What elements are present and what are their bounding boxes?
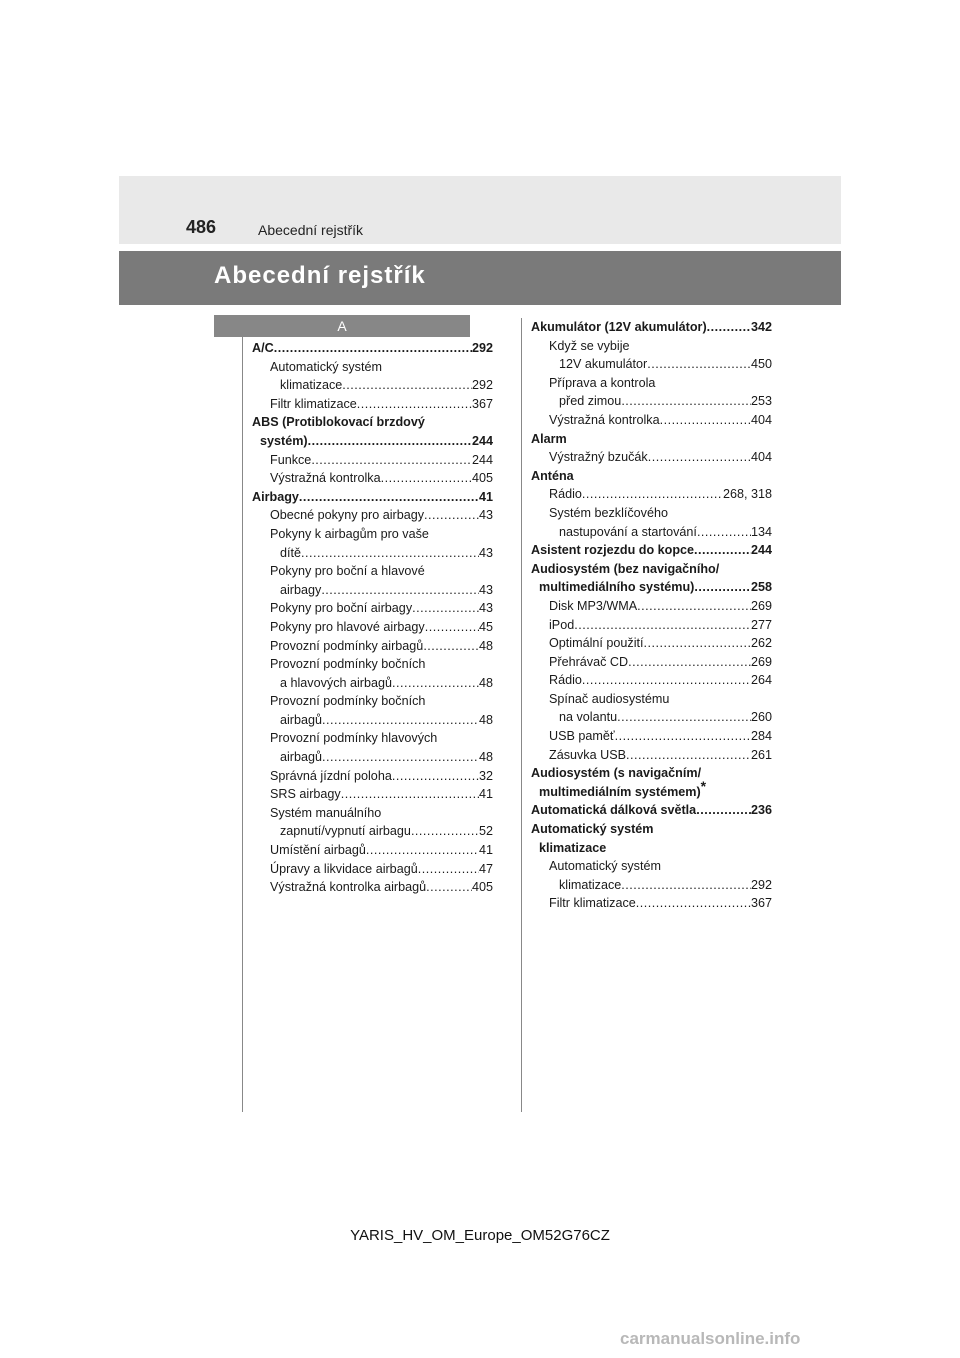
- index-letter-heading: A: [214, 315, 470, 337]
- index-entry-page: 264: [750, 673, 772, 688]
- index-entry-text: na volantu: [559, 710, 618, 725]
- index-entry-page: 342: [750, 320, 772, 334]
- index-entry: [531, 504, 772, 541]
- index-entry-text: Automatický systém: [549, 859, 661, 874]
- index-entry: [252, 860, 493, 879]
- index-entry-page: 269: [750, 654, 772, 669]
- index-entry-text: Pokyny pro boční airbagy: [270, 601, 413, 616]
- index-entry-text: Přehrávač CD: [549, 654, 629, 669]
- index-entry: [252, 525, 493, 562]
- leader-dots: [582, 671, 751, 690]
- index-entry: [531, 467, 772, 486]
- index-entry: [252, 618, 493, 637]
- index-entry-text: Výstražný bzučák: [549, 450, 648, 465]
- index-entry-text: Úpravy a likvidace airbagů: [270, 861, 418, 876]
- index-entry-text: Filtr klimatizace: [270, 396, 357, 411]
- index-entry: [531, 485, 772, 504]
- leader-dots: [694, 541, 751, 560]
- index-entry: [531, 541, 772, 560]
- index-entry-text: Automatický systém: [531, 822, 654, 837]
- running-title: Abecední rejstřík: [258, 222, 364, 238]
- index-entry-page: 32: [478, 768, 493, 783]
- index-entry-page: 261: [750, 747, 772, 762]
- index-entry-text: Optimální použití: [549, 636, 644, 651]
- index-entry-page: 277: [750, 617, 772, 632]
- leader-dots: [366, 841, 479, 860]
- leader-dots: [322, 748, 479, 767]
- index-entry-page: 244: [471, 433, 493, 448]
- document-code: YARIS_HV_OM_Europe_OM52G76CZ: [350, 1227, 610, 1244]
- leader-dots: [412, 599, 479, 618]
- index-entry-page: 292: [471, 341, 493, 355]
- index-entry-text: A/C: [252, 341, 274, 355]
- index-entry-page: 43: [478, 508, 493, 523]
- index-entry-text: Zásuvka USB: [549, 747, 626, 762]
- leader-dots: [696, 801, 751, 820]
- index-entry-text: Výstražná kontrolka: [549, 412, 660, 427]
- index-entry: [531, 801, 772, 820]
- index-entry-text: Provozní podmínky airbagů: [270, 638, 424, 653]
- leader-dots: [621, 876, 751, 895]
- index-entry-text: Provozní podmínky bočních: [270, 657, 426, 672]
- index-entry: [252, 878, 493, 897]
- index-entry-page: 268, 318: [722, 487, 772, 502]
- index-entry-text: iPod: [549, 617, 575, 632]
- index-entry: [531, 671, 772, 690]
- index-entry-text: Spínač audiosystému: [549, 691, 670, 706]
- index-entry-text: Systém bezklíčového: [549, 505, 668, 520]
- leader-dots: [617, 708, 751, 727]
- index-entry-text: klimatizace: [539, 840, 607, 855]
- leader-dots: [423, 637, 479, 656]
- leader-dots: [694, 578, 751, 597]
- leader-dots: [308, 432, 472, 451]
- index-entry-text: Pokyny k airbagům pro vaše: [270, 526, 429, 541]
- leader-dots: [274, 339, 472, 358]
- index-entry-text: Výstražná kontrolka: [270, 471, 381, 486]
- index-entry: [531, 634, 772, 653]
- index-entry-page: 284: [750, 729, 772, 744]
- index-entry-text: Audiosystém (s navigačním/: [531, 766, 702, 781]
- leader-dots: [425, 618, 479, 637]
- index-entry: [531, 597, 772, 616]
- leader-dots: [637, 597, 751, 616]
- index-entry: [252, 488, 493, 507]
- index-entry-text: Funkce: [270, 452, 312, 467]
- index-entry-text: multimediálním systémem)*: [539, 777, 707, 799]
- index-entry-page: 43: [478, 601, 493, 616]
- leader-dots: [301, 544, 479, 563]
- index-entry: [252, 469, 493, 488]
- index-entry-page: 41: [478, 787, 493, 802]
- index-entry-page: 52: [478, 824, 493, 839]
- index-entry-page: 405: [471, 880, 493, 895]
- index-entry-text: Anténa: [531, 468, 574, 483]
- leader-dots: [648, 448, 751, 467]
- index-entry: [252, 339, 493, 358]
- index-entry: [531, 857, 772, 894]
- index-entry-page: 45: [478, 619, 493, 634]
- index-entry-text: Filtr klimatizace: [549, 896, 636, 911]
- index-entry-text: Umístění airbagů: [270, 843, 366, 858]
- index-entry: [531, 894, 772, 913]
- index-entry-page: 236: [750, 803, 772, 818]
- index-entry-page: 292: [471, 378, 493, 393]
- index-entry-text: ABS (Protiblokovací brzdový: [252, 415, 425, 430]
- index-entry-text: systém): [260, 433, 308, 448]
- index-entry-text: Rádio: [549, 487, 582, 502]
- index-entry-page: 367: [471, 396, 493, 411]
- index-entry-text: Akumulátor (12V akumulátor): [531, 320, 707, 334]
- leader-dots: [582, 485, 723, 504]
- index-entry-text: a hlavových airbagů: [280, 675, 393, 690]
- index-entry-text: Provozní podmínky bočních: [270, 694, 426, 709]
- index-entry: [531, 653, 772, 672]
- index-entry-page: 269: [750, 598, 772, 613]
- index-entry-text: Alarm: [531, 431, 567, 446]
- index-entry-text: Systém manuálního: [270, 805, 382, 820]
- index-entry-text: Disk MP3/WMA: [549, 598, 638, 613]
- index-entry: [252, 395, 493, 414]
- index-entry-text: Když se vybije: [549, 338, 630, 353]
- index-entry-text: Pokyny pro hlavové airbagy: [270, 619, 425, 634]
- index-entry-text: Rádio: [549, 673, 582, 688]
- index-entry: [252, 562, 493, 599]
- index-entry: [252, 413, 493, 450]
- index-entry-page: 48: [478, 638, 493, 653]
- index-entry-text: Správná jízdní poloha: [270, 768, 392, 783]
- leader-dots: [411, 822, 479, 841]
- column-rule-middle: [521, 318, 522, 1112]
- watermark: carmanualsonline.info: [620, 1329, 801, 1348]
- index-entry: [531, 690, 772, 727]
- footnote-asterisk: *: [700, 777, 707, 794]
- index-entry-page: 41: [478, 489, 493, 504]
- index-entry-text: airbagy: [280, 582, 322, 597]
- index-entry: [531, 374, 772, 411]
- leader-dots: [636, 894, 751, 913]
- index-entry-text: Obecné pokyny pro airbagy: [270, 508, 425, 523]
- leader-dots: [644, 634, 751, 653]
- index-entry-text: dítě: [280, 545, 302, 560]
- index-entry: [531, 430, 772, 449]
- index-entry-page: 47: [478, 861, 493, 876]
- leader-dots: [707, 318, 751, 337]
- leader-dots: [322, 711, 479, 730]
- index-entry: [531, 746, 772, 765]
- index-entry-page: 48: [478, 750, 493, 765]
- index-entry: [252, 451, 493, 470]
- index-entry-page: 41: [478, 843, 493, 858]
- header-band: [119, 176, 841, 244]
- index-entry-text: před zimou: [559, 394, 622, 409]
- index-entry-page: 404: [750, 450, 772, 465]
- index-entry-page: 262: [750, 636, 772, 651]
- index-entry-text: 12V akumulátor: [559, 357, 648, 372]
- index-entry-page: 405: [471, 471, 493, 486]
- index-entry: [252, 841, 493, 860]
- index-entry-text: Příprava a kontrola: [549, 375, 656, 390]
- index-entry-text: USB paměť: [549, 729, 615, 744]
- leader-dots: [660, 411, 751, 430]
- index-entry-page: 260: [750, 710, 772, 725]
- index-entry-text: zapnutí/vypnutí airbagu: [280, 824, 411, 839]
- index-entry-page: 48: [478, 712, 493, 727]
- index-entry-page: 367: [750, 896, 772, 911]
- index-entry-text: Automatický systém: [270, 359, 382, 374]
- index-entry: [531, 411, 772, 430]
- leader-dots: [392, 767, 479, 786]
- index-entry-text: nastupování a startování: [559, 524, 697, 539]
- index-entry: [252, 785, 493, 804]
- leader-dots: [321, 581, 479, 600]
- index-entry-page: 450: [750, 357, 772, 372]
- index-entry-page: 244: [471, 452, 493, 467]
- leader-dots: [424, 506, 479, 525]
- index-entry: [531, 337, 772, 374]
- index-entry: [531, 616, 772, 635]
- section-title: Abecední rejstřík: [214, 262, 426, 289]
- index-entry-text: Provozní podmínky hlavových: [270, 731, 438, 746]
- index-entry-page: 244: [750, 543, 772, 558]
- leader-dots: [392, 674, 479, 693]
- leader-dots: [342, 376, 472, 395]
- leader-dots: [574, 616, 751, 635]
- leader-dots: [311, 451, 472, 470]
- leader-dots: [357, 395, 472, 414]
- index-entry-text: Airbagy: [252, 489, 299, 504]
- index-entry: [531, 448, 772, 467]
- index-entry-text: Asistent rozjezdu do kopce: [531, 543, 695, 558]
- leader-dots: [341, 785, 479, 804]
- index-entry: [531, 318, 772, 337]
- index-entry-text: Pokyny pro boční a hlavové: [270, 564, 425, 579]
- index-entry: [252, 692, 493, 729]
- index-entry-page: 134: [750, 524, 772, 539]
- index-entry: [531, 764, 772, 801]
- index-entry: [252, 729, 493, 766]
- index-entry-page: 292: [750, 877, 772, 892]
- leader-dots: [615, 727, 751, 746]
- index-entry-text: airbagů: [280, 750, 323, 765]
- index-entry-text: Výstražná kontrolka airbagů: [270, 880, 427, 895]
- index-entry-text: Automatická dálková světla: [531, 803, 697, 818]
- index-entry-page: 43: [478, 582, 493, 597]
- index-column-right: [531, 318, 772, 913]
- index-entry: [531, 727, 772, 746]
- index-entry: [531, 820, 772, 857]
- column-rule-left: [242, 336, 243, 1112]
- index-column-left: [252, 339, 493, 897]
- index-entry-page: 43: [478, 545, 493, 560]
- index-entry-text: klimatizace: [280, 378, 343, 393]
- leader-dots: [697, 523, 751, 542]
- index-entry: [531, 560, 772, 597]
- leader-dots: [299, 488, 479, 507]
- index-entry-text: airbagů: [280, 712, 323, 727]
- index-entry-text: Audiosystém (bez navigačního/: [531, 561, 720, 576]
- leader-dots: [628, 653, 751, 672]
- leader-dots: [647, 355, 751, 374]
- leader-dots: [626, 746, 751, 765]
- index-entry: [252, 804, 493, 841]
- leader-dots: [426, 878, 472, 897]
- leader-dots: [418, 860, 479, 879]
- index-entry: [252, 767, 493, 786]
- index-entry-text: SRS airbagy: [270, 787, 341, 802]
- index-entry-page: 258: [750, 580, 772, 595]
- page-number: 486: [186, 217, 217, 237]
- leader-dots: [381, 469, 472, 488]
- leader-dots: [621, 392, 751, 411]
- index-entry-page: 253: [750, 394, 772, 409]
- index-entry-text: klimatizace: [559, 877, 622, 892]
- index-entry: [252, 637, 493, 656]
- index-entry: [252, 506, 493, 525]
- index-entry-page: 404: [750, 412, 772, 427]
- index-entry: [252, 655, 493, 692]
- index-entry: [252, 358, 493, 395]
- index-entry-text: multimediálního systému): [539, 580, 695, 595]
- index-entry-page: 48: [478, 675, 493, 690]
- index-entry: [252, 599, 493, 618]
